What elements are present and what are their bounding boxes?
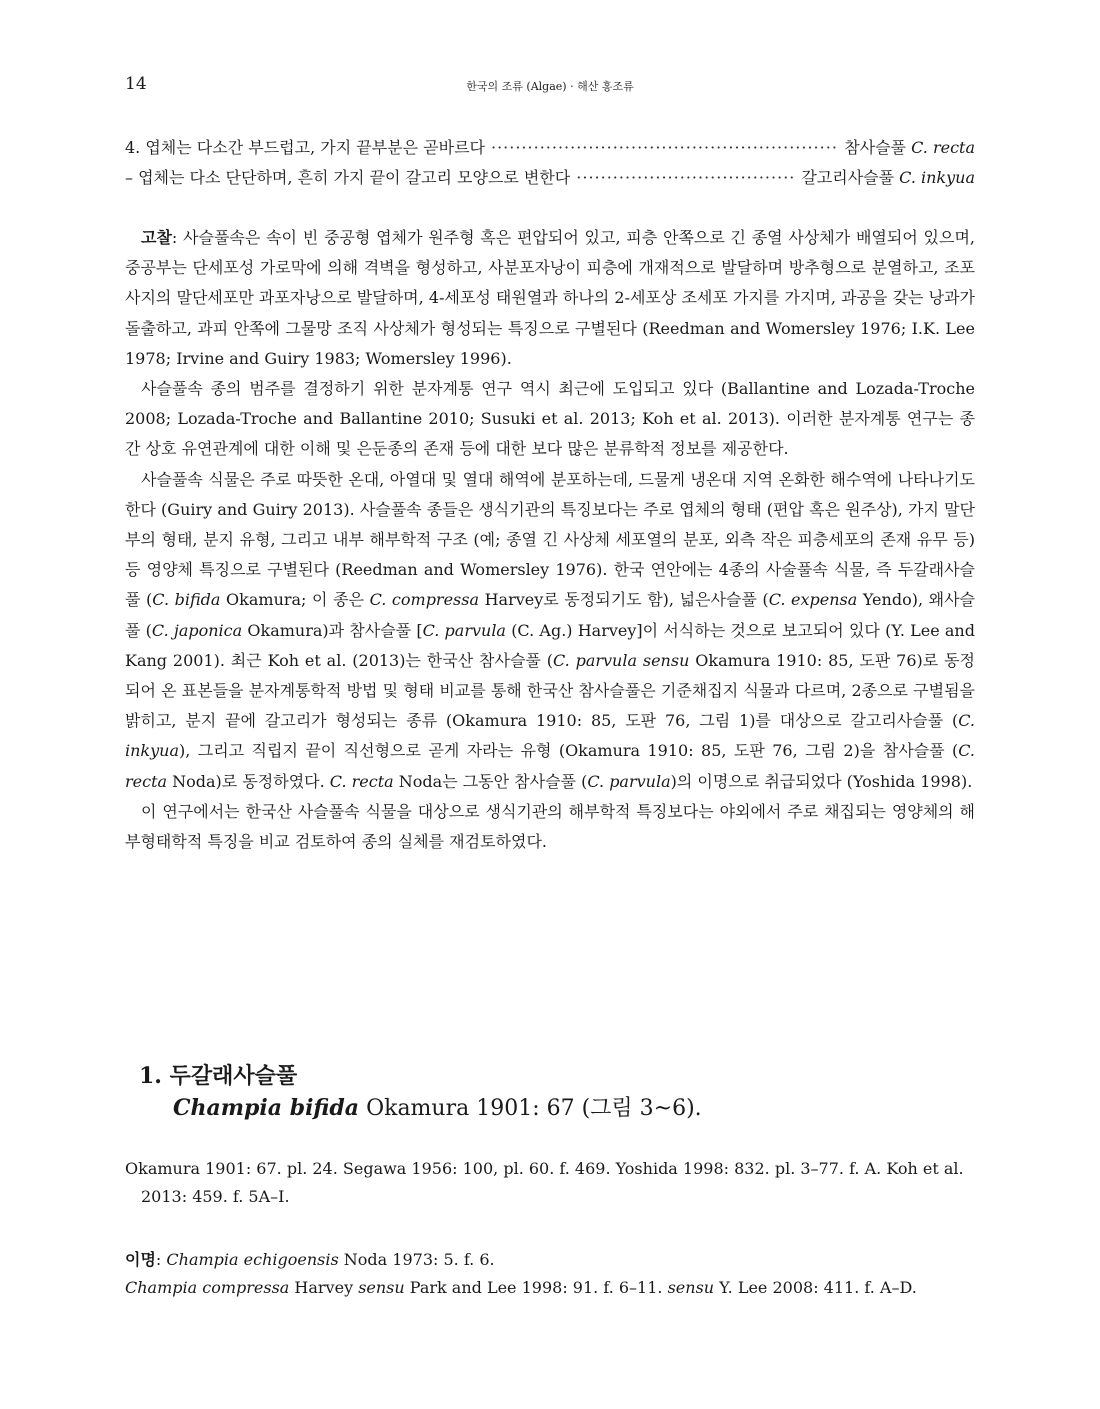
synonym-line: 이명: Champia echigoensis Noda 1973: 5. f. 6. bbox=[125, 1250, 495, 1269]
running-head: 한국의 조류 (Algae) · 해산 홍조류 bbox=[466, 80, 634, 93]
key-lead: 4. 엽체는 다소간 부드럽고, 가지 끝부분은 곧바르다 bbox=[125, 138, 485, 157]
document-page bbox=[125, 0, 975, 1409]
discussion-label: 고찰 bbox=[141, 228, 172, 247]
species-heading bbox=[139, 1060, 969, 1125]
key-row bbox=[125, 135, 975, 165]
synonym-label: 이명 bbox=[125, 1250, 156, 1269]
reference-list: Okamura 1901: 67. pl. 24. Segawa 1956: 100, pl. 60. f. 469. Yoshida 1998: 832. pl. 3–77. f. A. Koh et al. 2013: 459. f. 5A–I. bbox=[125, 1159, 964, 1206]
page-number: 14 bbox=[125, 74, 147, 94]
synonyms bbox=[125, 1246, 975, 1302]
species-scientific-name: Champia bifida Okamura 1901: 67 (그림 3~6). bbox=[173, 1095, 702, 1121]
paragraph-discussion: 고찰: 사슬풀속은 속이 빈 중공형 엽체가 원주형 혹은 편압되어 있고, 피층 안쪽으로 긴 종열 사상체가 배열되어 있으며, 중공부는 단세포성 가로막에 의해 격벽을 형성하고, 사분포자낭이 피층에 개재적으로 발달하며 방추형으로 분열하고, 조포사지의 말단세포만 과포자낭으로 발달하며, 4-세포성 태원열과 하나의 2-세포상 조세포 가지를 가지며, 과공을 갖는 낭과가 돌출하고, 과피 안쪽에 그물망 조직 사상체가 형성되는 특징으로 구별된다 (Reedman and Womersley 1976; I.K. Lee 1978; Irvine and Guiry 1983; Womersley 1996). bbox=[125, 228, 975, 368]
paragraph-study-aim: 이 연구에서는 한국산 사슬풀속 식물을 대상으로 생식기관의 해부학적 특징보다는 야외에서 주로 채집되는 영양체의 해부형태학적 특징을 비교 검토하여 종의 실체를 재검토하였다. bbox=[125, 801, 975, 852]
species-korean-name: 1. 두갈래사슬풀 bbox=[139, 1063, 298, 1089]
key-result: 갈고리사슬풀 C. inkyua bbox=[801, 168, 975, 187]
key-lead: – 엽체는 다소 단단하며, 흔히 가지 끝이 갈고리 모양으로 변한다 bbox=[125, 168, 571, 187]
key-row bbox=[125, 165, 975, 195]
leader-dots bbox=[491, 138, 838, 157]
key-result: 참사슬풀 C. recta bbox=[844, 138, 975, 157]
identification-key bbox=[125, 135, 975, 195]
paragraph-molecular: 사슬풀속 종의 범주를 결정하기 위한 분자계통 연구 역시 최근에 도입되고 있다 (Ballantine and Lozada-Troche 2008; Lozada-Troche and Ballantine 2010; Susuki et al. 2013; Koh et al. 2013). 이러한 분자계통 연구는 종 간 상호 유연관계에 대한 이해 및 은둔종의 존재 등에 대한 보다 많은 분류학적 정보를 제공한다. bbox=[125, 379, 975, 459]
page-header bbox=[125, 74, 975, 96]
paragraph-distribution: 사슬풀속 식물은 주로 따뜻한 온대, 아열대 및 열대 해역에 분포하는데, 드물게 냉온대 지역 온화한 해수역에 나타나기도 한다 (Guiry and Guiry 2013). 사슬풀속 종들은 생식기관의 특징보다는 주로 엽체의 형태 (편압 혹은 원주상), 가지 말단부의 형태, 분지 유형, 그리고 내부 해부학적 구조 (예; 종열 긴 사상체 세포열의 분포, 외측 작은 피층세포의 존재 유무 등) 등 영양체 특징으로 구별된다 (Reedman and Womersley 1976). 한국 연안에는 4종의 사술풀속 식물, 즉 두갈래사슬풀 (C. bifida Okamura; 이 종은 C. compressa Harvey로 동정되기도 함), 넓은사슬풀 (C. expensa Yendo), 왜사슬풀 (C. japonica Okamura)과 참사슬풀 [C. parvula (C. Ag.) Harvey]이 서식하는 것으로 보고되어 있다 (Y. Lee and Kang 2001). 최근 Koh et al. (2013)는 한국산 참사슬풀 (C. parvula sensu Okamura 1910: 85, 도판 76)로 동정되어 온 표본들을 분자계통학적 방법 및 형태 비교를 통해 한국산 참사슬풀은 기준채집지 식물과 다르며, 2종으로 구별됨을 밝히고, 분지 끝에 갈고리가 형성되는 종류 (Okamura 1910: 85, 도판 76, 그림 1)를 대상으로 갈고리사슬풀 (C. inkyua), 그리고 직립지 끝이 직선형으로 곧게 자라는 유형 (Okamura 1910: 85, 도판 76, 그림 2)을 참사슬풀 (C. recta Noda)로 동정하였다. C. recta Noda는 그동안 참사슬풀 (C. parvula)의 이명으로 취급되었다 (Yoshida 1998). bbox=[125, 469, 976, 791]
body-text bbox=[125, 223, 975, 857]
synonym-line: Champia compressa Harvey sensu Park and Lee 1998: 91. f. 6–11. sensu Y. Lee 2008: 411. f. A–D. bbox=[125, 1278, 917, 1297]
references bbox=[125, 1155, 975, 1211]
leader-dots bbox=[576, 168, 795, 187]
